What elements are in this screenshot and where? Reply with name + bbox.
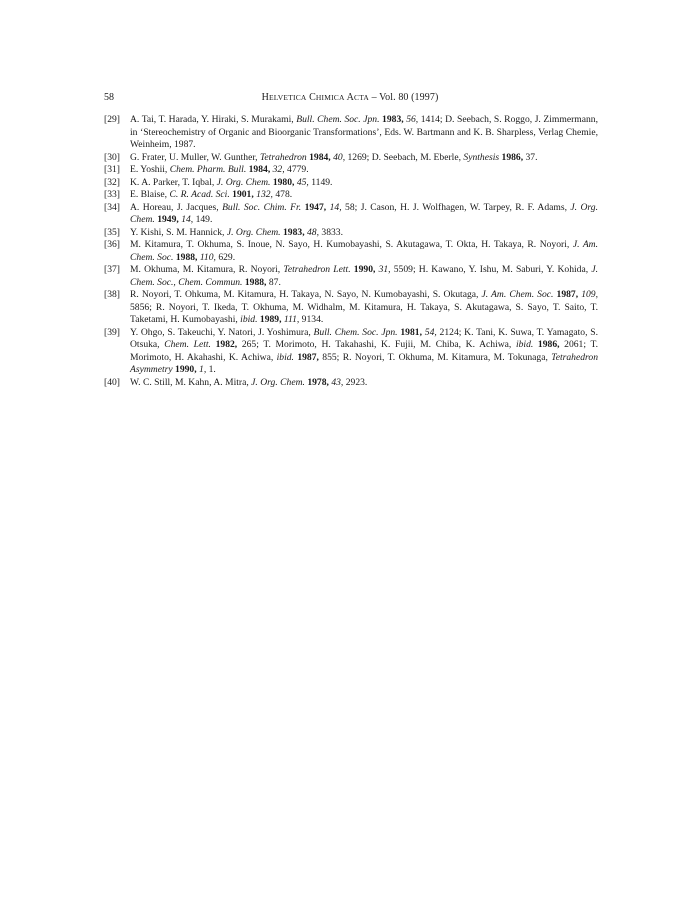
journal-word-2-rest: HIMICA <box>315 93 345 102</box>
reference-journal-or-volume: 45, <box>296 176 309 188</box>
reference-text <box>130 377 367 388</box>
reference-year: 1988, <box>175 251 198 263</box>
reference-year: 1978, <box>307 376 329 388</box>
reference-journal-or-volume: Tetrahedron Lett. <box>283 264 351 275</box>
reference-journal-or-volume: 40, <box>333 151 346 163</box>
reference-number: [38] <box>104 289 120 300</box>
reference-year: 1982, <box>215 339 238 350</box>
reference-number: [39] <box>104 326 120 338</box>
reference-text-segment: 265; T. Morimoto, H. Takahashi, K. Fujii, M. Chiba, K. Achiwa, <box>237 339 516 350</box>
reference-entry <box>104 202 598 227</box>
reference-journal-or-volume: J. Org. Chem. <box>226 226 281 238</box>
reference-text-segment: E. Yoshii, <box>130 164 170 175</box>
reference-text-segment: E. Blaise, <box>130 189 170 200</box>
reference-year: 1987, <box>297 351 319 363</box>
reference-entry <box>104 264 598 289</box>
page-header <box>104 92 596 108</box>
reference-year: 1984, <box>309 151 331 163</box>
reference-number: [32] <box>104 176 120 188</box>
reference-journal-or-volume: J. Am. Chem. Soc. <box>130 239 599 263</box>
reference-year: 1990, <box>353 264 376 275</box>
reference-text <box>130 202 598 226</box>
reference-journal-or-volume: Chem. Lett. <box>164 339 211 350</box>
reference-journal-or-volume: J. Org. Chem. <box>216 176 271 188</box>
reference-journal-or-volume: 32, <box>272 164 285 175</box>
reference-number: [35] <box>104 226 120 238</box>
reference-text-segment: 1149. <box>308 176 333 188</box>
reference-text <box>130 289 598 325</box>
reference-text <box>130 264 598 288</box>
reference-text <box>130 177 332 188</box>
reference-text-segment: W. C. Still, M. Kahn, A. Mitra, <box>130 376 252 388</box>
reference-number: [36] <box>104 239 120 250</box>
reference-journal-or-volume: 56, <box>406 114 419 125</box>
reference-text-segment: R. Noyori, T. Ohkuma, M. Kitamura, H. Takaya, N. Sayo, N. Kumobayashi, S. Okutaga, <box>130 289 482 300</box>
reference-journal-or-volume: J. Org. Chem. <box>251 376 305 388</box>
reference-text-segment: 629. <box>215 251 236 263</box>
reference-text-segment: M. Kitamura, T. Okhuma, S. Inoue, N. Sayo, H. Kumobayashi, S. Akutagawa, T. Okta, H. Takaya, R. Noyori, <box>130 239 573 250</box>
reference-text-segment: 855; R. Noyori, T. Okhuma, M. Kitamura, M. Tokunaga, <box>318 351 552 363</box>
reference-year: 1986, <box>501 151 524 163</box>
reference-journal-or-volume: Synthesis <box>463 151 500 163</box>
journal-initial-1: H <box>261 92 269 103</box>
reference-text-segment: 1414; D. Seebach, S. Roggo, J. Zimmermann, in ‘Stereochemistry of Organic and Bioorganic Transformations’, Eds. W. Bartmann and K. B. Sharpless, Verlag Chemie, Weinheim, 1987. <box>130 114 598 150</box>
reference-year: 1984, <box>248 164 271 175</box>
reference-journal-or-volume: J. Am. Chem. Soc. <box>481 289 554 300</box>
reference-journal-or-volume: C. R. Acad. Sci. <box>169 189 230 200</box>
reference-entry <box>104 177 598 190</box>
volume-info: – Vol. 80 (1997) <box>369 92 439 103</box>
journal-word-1-rest: ELVETICA <box>268 93 307 102</box>
reference-text <box>130 327 598 376</box>
reference-text-segment: A. Tai, T. Harada, Y. Hiraki, S. Murakami, <box>130 114 297 125</box>
reference-year: 1989, <box>259 314 282 325</box>
reference-journal-or-volume: Tetrahedron <box>259 151 307 163</box>
reference-text <box>130 152 538 163</box>
reference-journal-or-volume: 110, <box>199 251 216 263</box>
reference-text-segment: 1269; D. Seebach, M. Eberle, <box>345 151 464 163</box>
reference-text-segment: 149. <box>193 214 213 225</box>
reference-entry <box>104 114 598 152</box>
journal-initial-2: C <box>309 92 316 103</box>
reference-text-segment: 3833. <box>319 226 343 238</box>
reference-text-segment: 2124; K. Tani, K. Suwa, T. Yamagato, S. Otsuka, <box>130 326 599 350</box>
reference-journal-or-volume: J. Chem. Soc., Chem. Commun. <box>130 264 598 288</box>
reference-journal-or-volume: 14, <box>329 201 342 213</box>
reference-text <box>130 239 598 263</box>
reference-entry <box>104 152 598 165</box>
reference-year: 1980, <box>272 176 295 188</box>
reference-text-segment: M. Okhuma, M. Kitamura, R. Noyori, <box>130 264 284 275</box>
reference-journal-or-volume: 31, <box>378 264 391 275</box>
reference-entry <box>104 327 598 377</box>
reference-journal-or-volume: Tetrahedron Asymmetry <box>130 351 598 375</box>
page-number: 58 <box>104 92 114 103</box>
reference-text-segment: 2061; T. Morimoto, H. Akahashi, K. Achiwa, <box>130 339 599 363</box>
reference-year: 1949, <box>157 214 179 225</box>
reference-text-segment: 1. <box>206 364 216 375</box>
reference-journal-or-volume: 132, <box>256 189 273 200</box>
reference-entry <box>104 377 598 390</box>
reference-text-segment: G. Frater, U. Muller, W. Gunther, <box>130 151 260 163</box>
reference-entry <box>104 227 598 240</box>
reference-journal-or-volume: J. Org. Chem. <box>130 201 598 225</box>
reference-number: [37] <box>104 264 120 275</box>
reference-text-segment: 87. <box>266 276 281 288</box>
reference-journal-or-volume: ibid. <box>240 314 258 325</box>
reference-text-segment: 5509; H. Kawano, Y. Ishu, M. Saburi, Y. Kohida, <box>390 264 592 275</box>
reference-year: 1981, <box>400 326 422 338</box>
reference-text-segment: A. Horeau, J. Jacques, <box>130 201 223 213</box>
reference-journal-or-volume: ibid. <box>276 351 294 363</box>
journal-word-3-rest: CTA <box>354 93 369 102</box>
reference-journal-or-volume: ibid. <box>515 339 534 350</box>
reference-year: 1983, <box>283 226 305 238</box>
reference-text-segment: 37. <box>523 151 538 163</box>
reference-number: [30] <box>104 151 120 163</box>
reference-text <box>130 227 343 238</box>
reference-text-segment: 478. <box>272 189 293 200</box>
reference-journal-or-volume: Bull. Chem. Soc. Jpn. <box>296 114 380 125</box>
reference-text-segment: Y. Kishi, S. M. Hannick, <box>130 226 227 238</box>
reference-journal-or-volume: Bull. Soc. Chim. Fr. <box>222 201 302 213</box>
reference-journal-or-volume: 109, <box>581 289 598 300</box>
reference-entry <box>104 239 598 264</box>
reference-year: 1988, <box>244 276 267 288</box>
reference-year: 1990, <box>175 364 197 375</box>
reference-text-segment: 4779. <box>284 164 309 175</box>
reference-text-segment: Y. Ohgo, S. Takeuchi, Y. Natori, J. Yoshimura, <box>130 326 314 338</box>
reference-journal-or-volume: 111, <box>283 314 300 325</box>
reference-entry <box>104 189 598 202</box>
reference-number: [33] <box>104 189 120 200</box>
reference-year: 1947, <box>304 201 327 213</box>
reference-text-segment: 58; J. Cason, H. J. Wolfhagen, W. Tarpey, R. F. Adams, <box>341 201 571 213</box>
journal-initial-3: A <box>346 92 354 103</box>
reference-text-segment: K. A. Parker, T. Iqbal, <box>130 176 217 188</box>
reference-text-segment: 5856; R. Noyori, T. Ikeda, T. Okhuma, M. Widhalm, M. Kitamura, H. Takaya, S. Akutagawa, S. Sayo, T. Saito, T. Taketami, H. Kumobayashi, <box>130 301 598 325</box>
reference-text <box>130 189 292 200</box>
reference-journal-or-volume: Bull. Chem. Soc. Jpn. <box>313 326 398 338</box>
reference-list <box>104 114 598 389</box>
running-title <box>104 92 596 103</box>
reference-text <box>130 164 309 175</box>
reference-journal-or-volume: Chem. Pharm. Bull. <box>169 164 247 175</box>
reference-journal-or-volume: 54, <box>424 326 437 338</box>
reference-number: [40] <box>104 376 120 388</box>
reference-year: 1987, <box>556 289 579 300</box>
reference-text-segment: 2923. <box>343 376 368 388</box>
reference-entry <box>104 289 598 327</box>
reference-number: [29] <box>104 114 120 125</box>
reference-number: [34] <box>104 201 120 213</box>
reference-text-segment: 9134. <box>299 314 324 325</box>
reference-number: [31] <box>104 164 120 175</box>
reference-journal-or-volume: 48, <box>307 226 319 238</box>
reference-year: 1983, <box>382 114 404 125</box>
reference-text <box>130 114 598 150</box>
reference-journal-or-volume: 14, <box>181 214 194 225</box>
reference-year: 1901, <box>232 189 254 200</box>
reference-journal-or-volume: 43, <box>331 376 344 388</box>
reference-entry <box>104 164 598 177</box>
reference-journal-or-volume: 1, <box>199 364 207 375</box>
reference-year: 1986, <box>537 339 560 350</box>
